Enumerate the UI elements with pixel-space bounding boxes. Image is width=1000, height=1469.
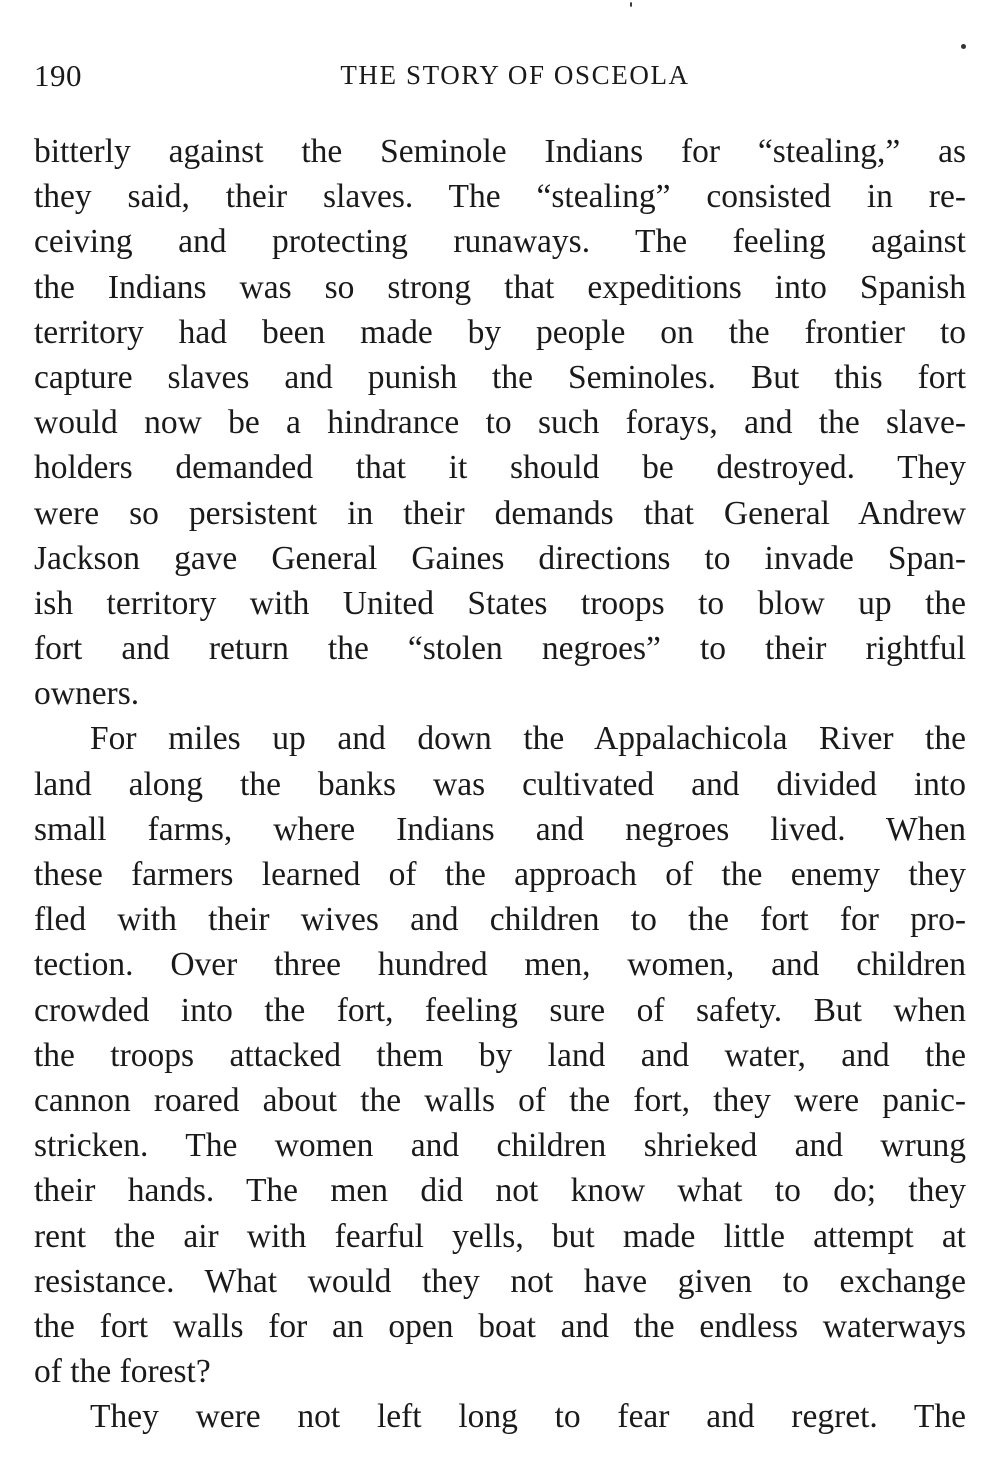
text-line: ceiving and protecting runaways. The feeling against — [34, 223, 966, 261]
text-line: crowded into the fort, feeling sure of safety. But when — [34, 991, 966, 1029]
body-text — [34, 129, 966, 1439]
text-line: bitterly against the Seminole Indians for “stealing,” as — [34, 133, 966, 170]
text-line: For miles up and down the Appalachicola River the — [90, 720, 966, 758]
text-line: tection. Over three hundred men, women, and children — [34, 946, 966, 984]
text-line: capture slaves and punish the Seminoles. But this fort — [34, 358, 966, 396]
text-line: their hands. The men did not know what to do; they — [34, 1172, 966, 1210]
text-line: the fort walls for an open boat and the endless waterways — [34, 1307, 966, 1345]
scan-speck — [630, 2, 632, 7]
paragraph-3 — [34, 1394, 966, 1439]
text-line: they said, their slaves. The “stealing” consisted in re- — [34, 178, 966, 216]
paragraph-2 — [34, 716, 966, 1394]
text-line: resistance. What would they not have given to exchange — [34, 1262, 966, 1300]
text-line: land along the banks was cultivated and divided into — [34, 765, 966, 803]
page-header — [34, 58, 966, 102]
text-line: cannon roared about the walls of the fort, they were panic- — [34, 1081, 966, 1119]
text-line: fled with their wives and children to the fort for pro- — [34, 901, 966, 939]
scan-speck — [961, 44, 966, 49]
text-line: holders demanded that it should be destroyed. They — [34, 449, 966, 487]
text-line: fort and return the “stolen negroes” to their rightful — [34, 630, 966, 668]
text-line: territory had been made by people on the frontier to — [34, 313, 966, 351]
text-line: the troops attacked them by land and water, and the — [34, 1036, 966, 1074]
text-line: these farmers learned of the approach of the enemy they — [34, 856, 966, 893]
text-line: the Indians was so strong that expeditions into Spanish — [34, 268, 966, 306]
running-head: THE STORY OF OSCEOLA — [340, 60, 690, 90]
text-line: of the forest? — [34, 1353, 211, 1391]
page-number: 190 — [34, 58, 82, 93]
text-line: would now be a hindrance to such forays, and the slave- — [34, 404, 966, 442]
text-line: small farms, where Indians and negroes lived. When — [34, 810, 966, 848]
text-line: were so persistent in their demands that General Andrew — [34, 494, 966, 532]
text-line: They were not left long to fear and regret. The — [90, 1398, 966, 1436]
text-line: owners. — [34, 675, 140, 713]
text-line: stricken. The women and children shrieked and wrung — [34, 1127, 966, 1165]
text-line: ish territory with United States troops to blow up the — [34, 584, 966, 622]
paragraph-1 — [34, 129, 966, 716]
text-line: rent the air with fearful yells, but made little attempt at — [34, 1217, 966, 1255]
text-line: Jackson gave General Gaines directions to invade Span- — [34, 539, 966, 577]
